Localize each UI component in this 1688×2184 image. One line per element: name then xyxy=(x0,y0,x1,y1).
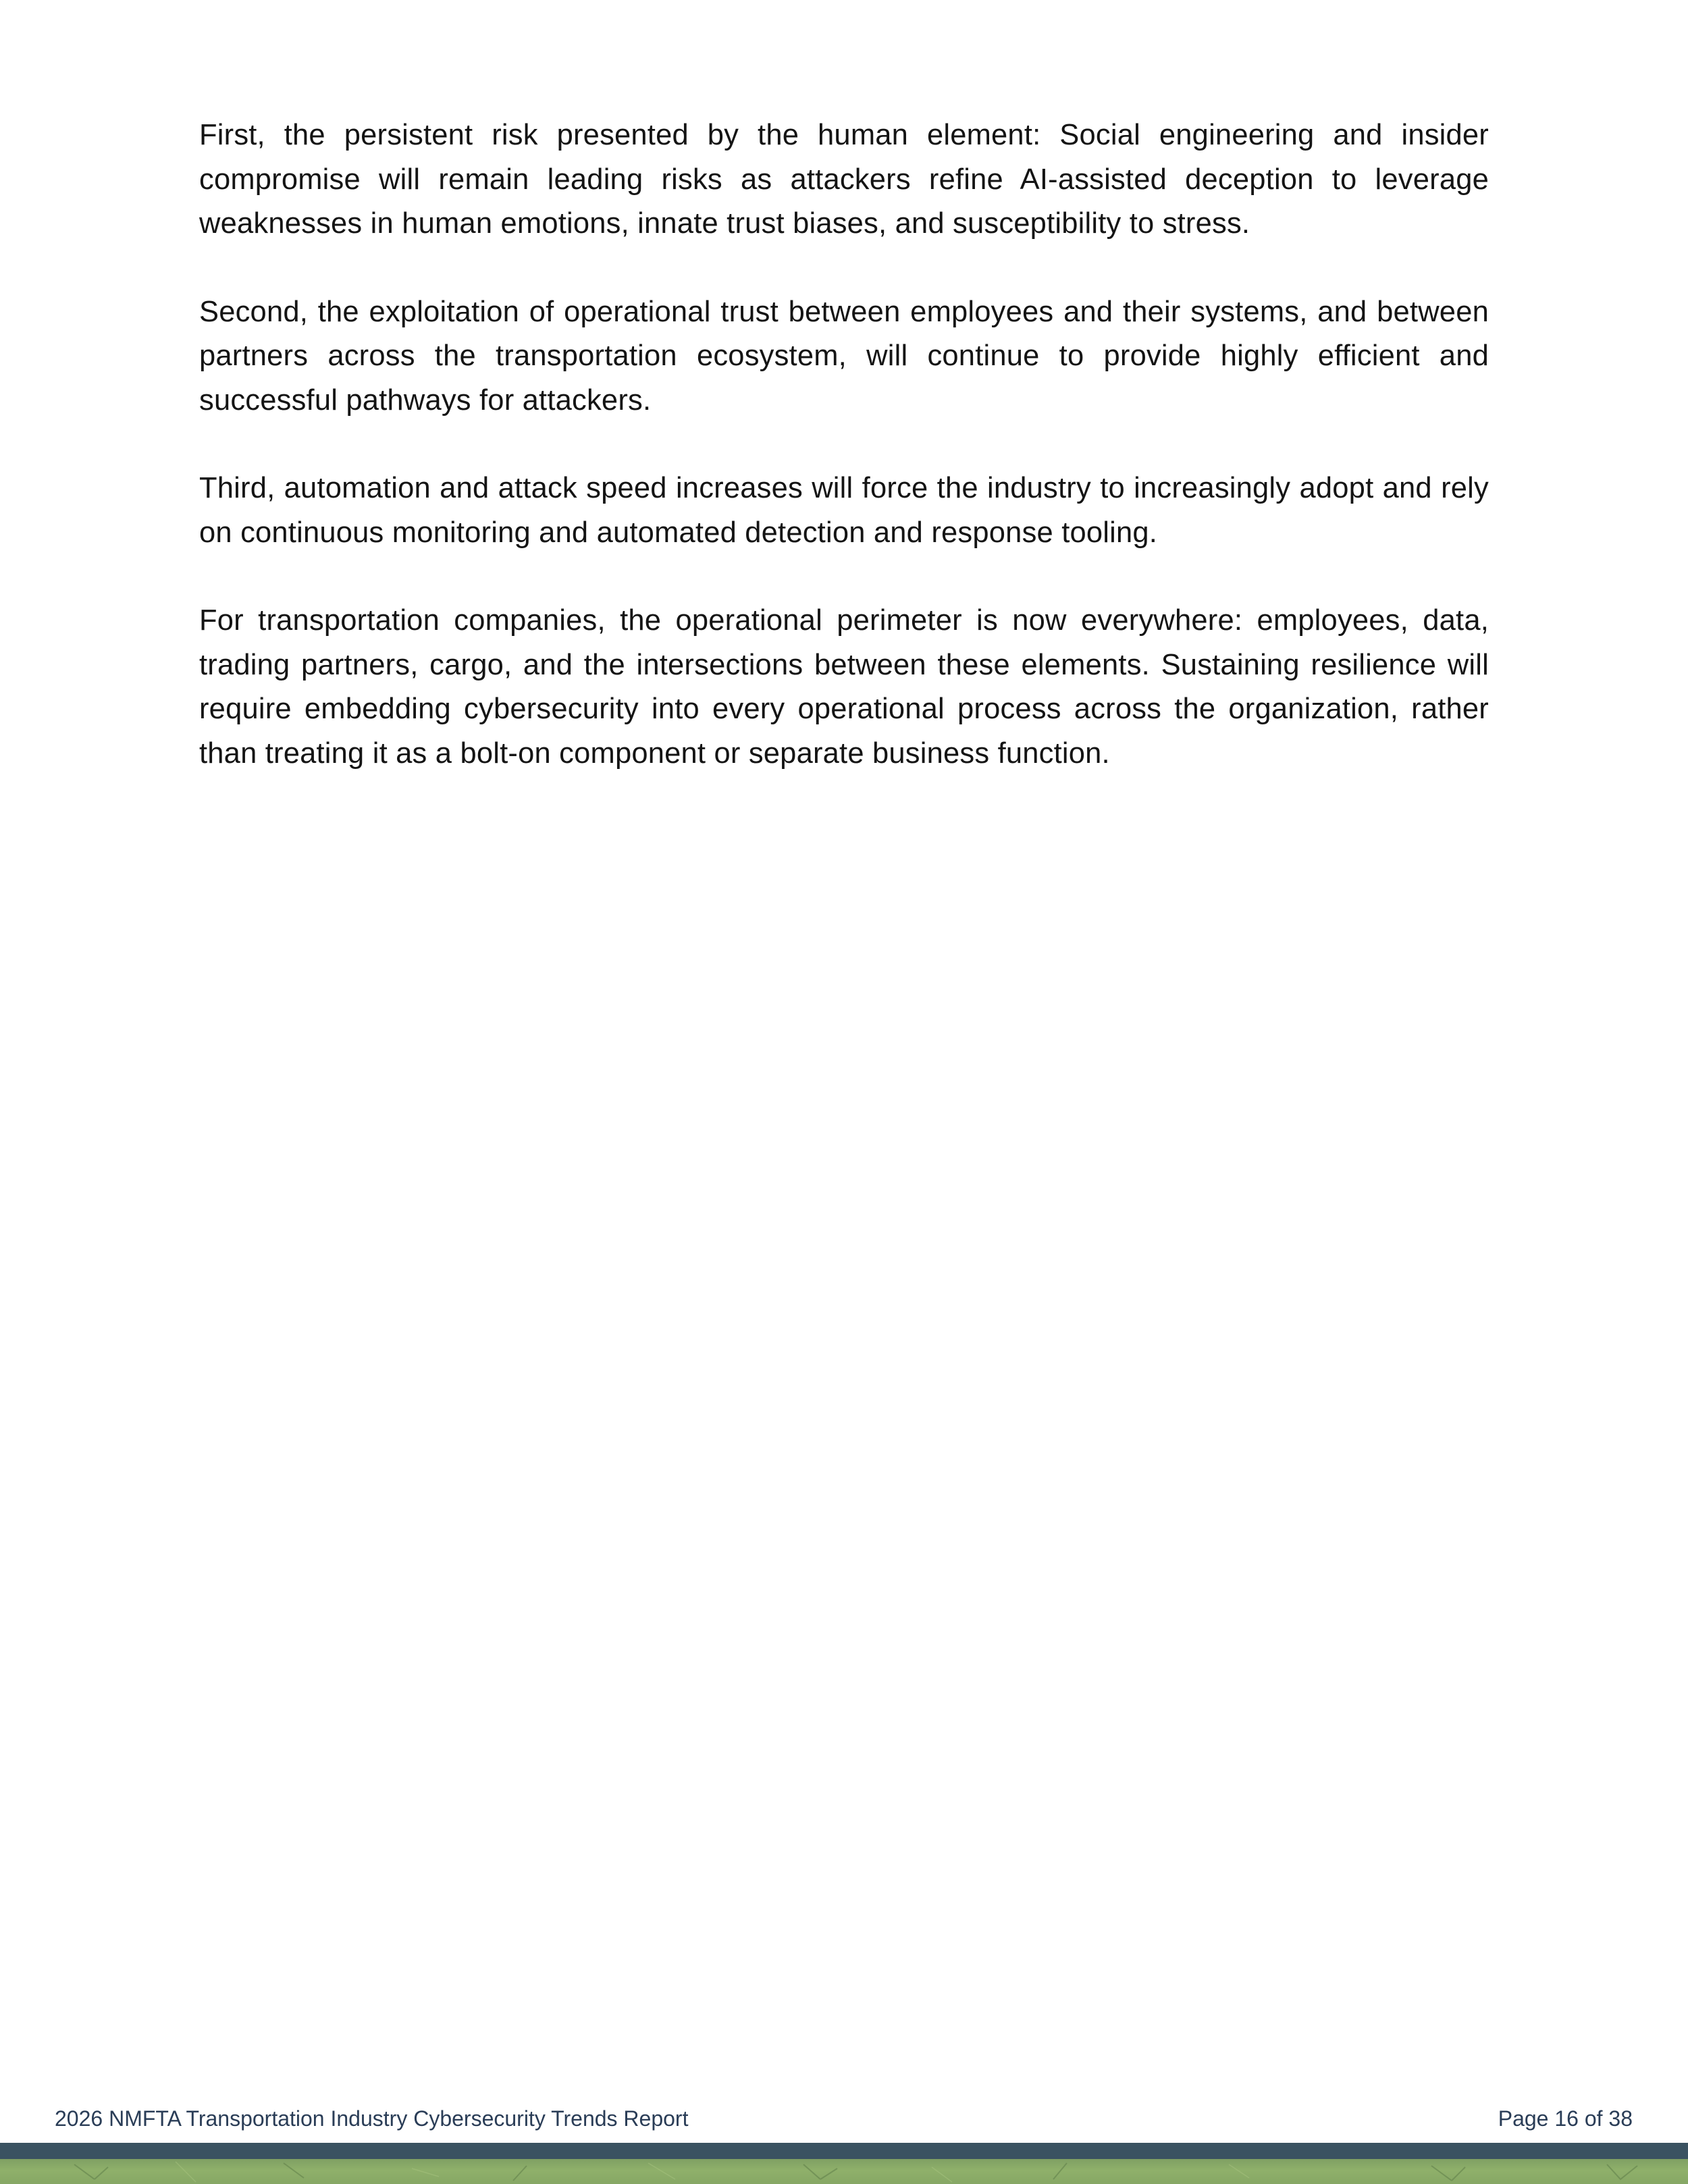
footer-band-green-texture xyxy=(0,2159,1688,2184)
grass-texture-graphic xyxy=(0,2159,1688,2184)
footer-decorative-band xyxy=(0,2143,1688,2184)
page-body xyxy=(199,113,1489,820)
paragraph-operational-perimeter: For transportation companies, the operational perimeter is now everywhere: employees, data, trading partners, cargo, and the intersections between these elements. Sustaining resilience will require embedding cybersecurity into every operational process across the organization, rather than treating it as a bolt-on component or separate business function. xyxy=(199,604,1489,770)
paragraph-automation: Third, automation and attack speed increases will force the industry to increasingly adopt and rely on continuous monitoring and automated detection and response tooling. xyxy=(199,472,1489,549)
paragraph-operational-trust: Second, the exploitation of operational trust between employees and their systems, and between partners across the transportation ecosystem, will continue to provide highly efficient and successful pathways for attackers. xyxy=(199,295,1489,417)
paragraph-human-element: First, the persistent risk presented by the human element: Social engineering and insider compromise will remain leading risks as attackers refine AI-assisted deception to leverage weaknesses in human emotions, innate trust biases, and susceptibility to stress. xyxy=(199,119,1489,240)
footer-page-number: Page 16 of 38 xyxy=(1498,2106,1633,2131)
footer-band-dark-stripe xyxy=(0,2143,1688,2159)
footer-report-title: 2026 NMFTA Transportation Industry Cybersecurity Trends Report xyxy=(55,2106,689,2131)
